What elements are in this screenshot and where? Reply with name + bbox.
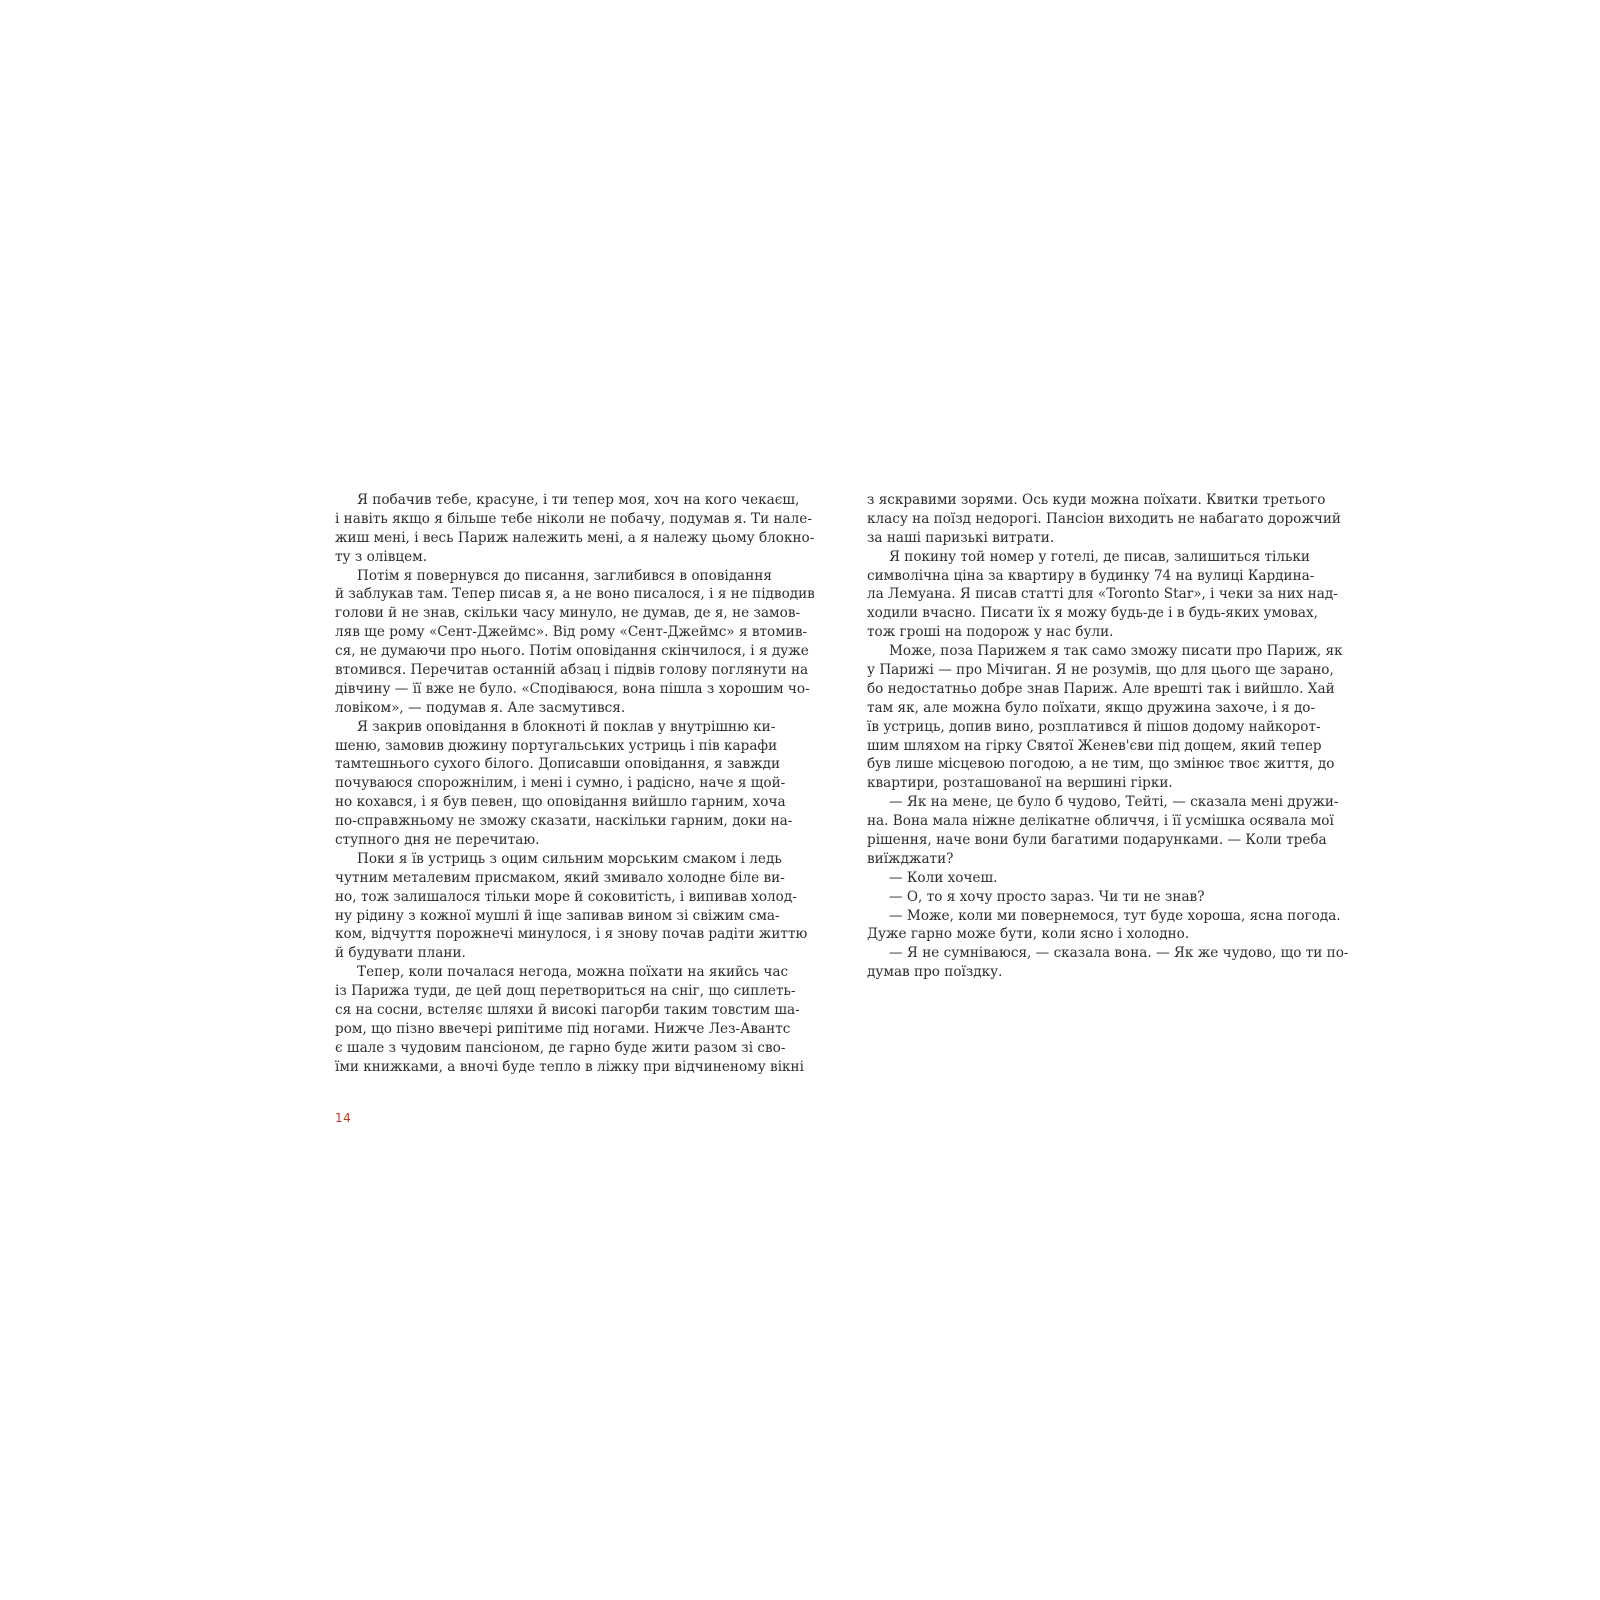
text-line: їв устриць, допив вино, розплатився й пішов додому найкорот- — [867, 718, 1321, 735]
text-line: тамтешнього сухого білого. Дописавши оповідання, я завжди — [335, 756, 781, 773]
text-line: їми книжками, а вночі буде тепло в ліжку при відчиненому вікні — [335, 1058, 804, 1075]
text-line: но, тож залишалося тільки море й соковитість, і випивав холод- — [335, 888, 797, 905]
text-line: з яскравими зорями. Ось куди можна поїхати. Квитки третього — [867, 492, 1326, 508]
text-line: ходили вчасно. Писати їх я можу будь-де і в будь-яких умовах, — [867, 605, 1318, 622]
text-line: Поки я їв устриць з оцим сильним морським смаком і ледь — [357, 850, 782, 867]
text-line: — Я не сумніваюся, — сказала вона. — Як же чудово, що ти по- — [889, 945, 1349, 962]
text-line: й будувати плани. — [335, 945, 466, 962]
text-line: ляв ще рому «Сент-Джеймс». Від рому «Сент-Джеймс» я втомив- — [335, 624, 808, 641]
text-line: є шале з чудовим пансіоном, де гарно буде жити разом зі сво- — [335, 1039, 786, 1056]
text-line: голови й не знав, скільки часу минуло, не думав, де я, не замов- — [335, 605, 801, 622]
text-line: — Як на мене, це було б чудово, Тейті, — сказала мені дружи- — [889, 794, 1339, 811]
text-line: символічна ціна за квартиру в будинку 74 на вулиці Кардина- — [867, 567, 1315, 584]
text-line: ся, не думаючи про нього. Потім оповідання скінчилося, і я дуже — [335, 643, 809, 660]
text-line: бо недостатньо добре знав Париж. Але врешті так і вийшло. Хай — [867, 680, 1335, 697]
text-line: втомився. Перечитав останній абзац і підвів голову поглянути на — [335, 662, 809, 679]
text-line: шим шляхом на гірку Святої Женев'єви під дощем, який тепер — [867, 737, 1322, 754]
left-page-text — [335, 491, 815, 1077]
text-line: ну рідину з кожної мушлі й іще запивав вином зі свіжим сма- — [335, 907, 780, 924]
text-line: квартири, розташованої на вершині гірки. — [867, 775, 1173, 792]
text-line: ловіком», — подумав я. Але засмутився. — [335, 699, 626, 716]
text-line: — Може, коли ми повернемося, тут буде хороша, ясна погода. — [889, 907, 1341, 924]
text-line: шеню, замовив дюжину португальських устриць і пів карафи — [335, 737, 778, 754]
text-line: жиш мені, і весь Париж належить мені, а я належу цьому блокно- — [335, 529, 815, 546]
text-line: на. Вона мала ніжне делікатне обличчя, і її усмішка осявала мої — [867, 813, 1334, 830]
text-line: но кохався, і я був певен, що оповідання вийшло гарним, хоча — [335, 794, 786, 811]
text-line: у Парижі — про Мічиган. Я не розумів, що для цього ще зарано, — [867, 662, 1334, 679]
right-page-text — [867, 491, 1349, 982]
text-line: рішення, наче вони були багатими подарунками. — Коли треба — [867, 832, 1327, 849]
text-line: ком, відчуття порожнечі минулося, і я знову почав радіти життю — [335, 926, 808, 943]
text-line: і навіть якщо я більше тебе ніколи не побачу, подумав я. Ти нале- — [335, 510, 812, 527]
text-line: думав про поїздку. — [867, 964, 1003, 981]
text-line: чутним металевим присмаком, який змивало холодне біле ви- — [335, 869, 785, 886]
text-line: тож гроші на подорож у нас були. — [867, 624, 1114, 641]
text-line: був лише місцевою погодою, а не тим, що змінює твоє життя, до — [867, 756, 1335, 773]
text-line: ступного дня не перечитаю. — [335, 832, 540, 849]
text-line: Я покину той номер у готелі, де писав, залишиться тільки — [889, 548, 1310, 565]
text-line: Потім я повернувся до писання, заглибився в оповідання — [357, 567, 772, 584]
text-line: із Парижа туди, де цей дощ перетвориться на сніг, що сиплеть- — [335, 983, 796, 1000]
text-line: — Коли хочеш. — [889, 869, 998, 886]
text-line: Тепер, коли почалася негода, можна поїхати на якийсь час — [357, 964, 789, 981]
text-line: ту з олівцем. — [335, 548, 428, 565]
text-line: — О, то я хочу просто зараз. Чи ти не знав? — [889, 888, 1205, 905]
text-line: там як, але можна було поїхати, якщо дружина захоче, і я до- — [867, 699, 1316, 716]
text-line: Дуже гарно може бути, коли ясно і холодно. — [867, 926, 1190, 943]
text-line: дівчину — її вже не було. «Сподіваюся, вона пішла з хорошим чо- — [335, 680, 810, 697]
text-line: Я побачив тебе, красуне, і ти тепер моя, хоч на кого чекаєш, — [357, 492, 800, 508]
text-line: ром, що пізно ввечері рипітиме під ногами. Нижче Лез-Авантс — [335, 1020, 791, 1037]
text-line: виїжджати? — [867, 850, 954, 867]
text-line: Може, поза Парижем я так само зможу писати про Париж, як — [889, 643, 1343, 660]
text-line: класу на поїзд недорогі. Пансіон виходить не набагато дорожчий — [867, 510, 1341, 527]
text-line: ся на сосни, встеляє шляхи й високі пагорби таким товстим ша- — [335, 1002, 800, 1019]
text-line: й заблукав там. Тепер писав я, а не воно писалося, і я не підводив — [335, 586, 815, 603]
text-line: почуваюся спорожнілим, і мені і сумно, і радісно, наче я щой- — [335, 775, 786, 792]
page-number: 14 — [335, 1111, 352, 1125]
text-line: ла Лемуана. Я писав статті для «Toronto Star», і чеки за них над- — [867, 586, 1338, 603]
text-line: за наші паризькі витрати. — [867, 529, 1055, 546]
text-line: Я закрив оповідання в блокноті й поклав у внутрішню ки- — [357, 718, 776, 735]
text-line: по-справжньому не зможу сказати, наскільки гарним, доки на- — [335, 813, 793, 830]
